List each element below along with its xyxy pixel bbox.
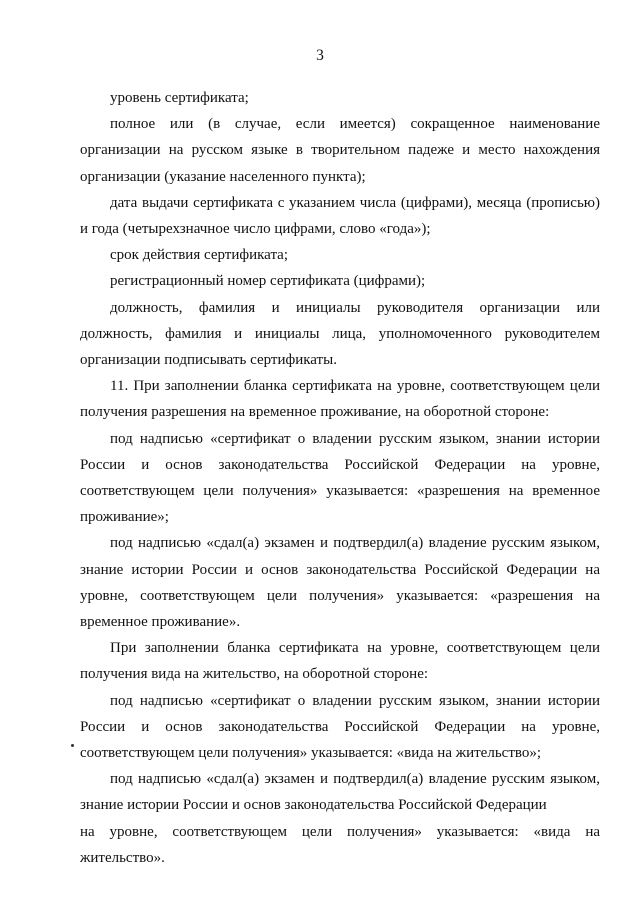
- scan-speck: [71, 744, 74, 747]
- paragraph: должность, фамилия и инициалы руководителя организации или должность, фамилия и инициалы лица, уполномоченного руководителем организации подписывать сертификаты.: [80, 299, 600, 369]
- paragraph: под надписью «сдал(а) экзамен и подтвердил(а) владение русским языком, знание истории России и основ законодательства Российской Федерации: [80, 771, 600, 814]
- paragraph: под надписью «сдал(а) экзамен и подтвердил(а) владение русским языком, знание истории России и основ законодательства Российской Федерации на уровне, соответствующем цели получения» указывается: «разрешения на временное проживание».: [80, 535, 600, 631]
- paragraph: под надписью «сертификат о владении русским языком, знании истории России и основ законодательства Российской Федерации на уровне, соответствующем цели получения» указывается: «разрешения на временное проживание»;: [80, 430, 600, 526]
- paragraph: 11. При заполнении бланка сертификата на уровне, соответствующем цели получения разрешения на временное проживание, на оборотной стороне:: [80, 378, 600, 421]
- paragraph: уровень сертификата;: [110, 90, 249, 106]
- paragraph: дата выдачи сертификата с указанием числа (цифрами), месяца (прописью) и года (четырехзначное число цифрами, слово «года»);: [80, 194, 600, 238]
- paragraph: срок действия сертификата;: [110, 247, 289, 264]
- document-body: [80, 85, 600, 871]
- paragraph: полное или (в случае, если имеется) сокращенное наименование организации на русском языке в творительном падеже и место нахождения организации (указание населенного пункта);: [80, 116, 600, 185]
- page-number: 3: [316, 47, 324, 64]
- paragraph: регистрационный номер сертификата (цифрами);: [110, 273, 426, 290]
- paragraph: на уровне, соответствующем цели получения» указывается: «вида на жительство».: [80, 823, 600, 866]
- paragraph: При заполнении бланка сертификата на уровне, соответствующем цели получения вида на жительство, на оборотной стороне:: [80, 640, 600, 683]
- paragraph: под надписью «сертификат о владении русским языком, знании истории России и основ законодательства Российской Федерации на уровне, соответствующем цели получения» указывается: «вида на жительство»;: [80, 692, 600, 762]
